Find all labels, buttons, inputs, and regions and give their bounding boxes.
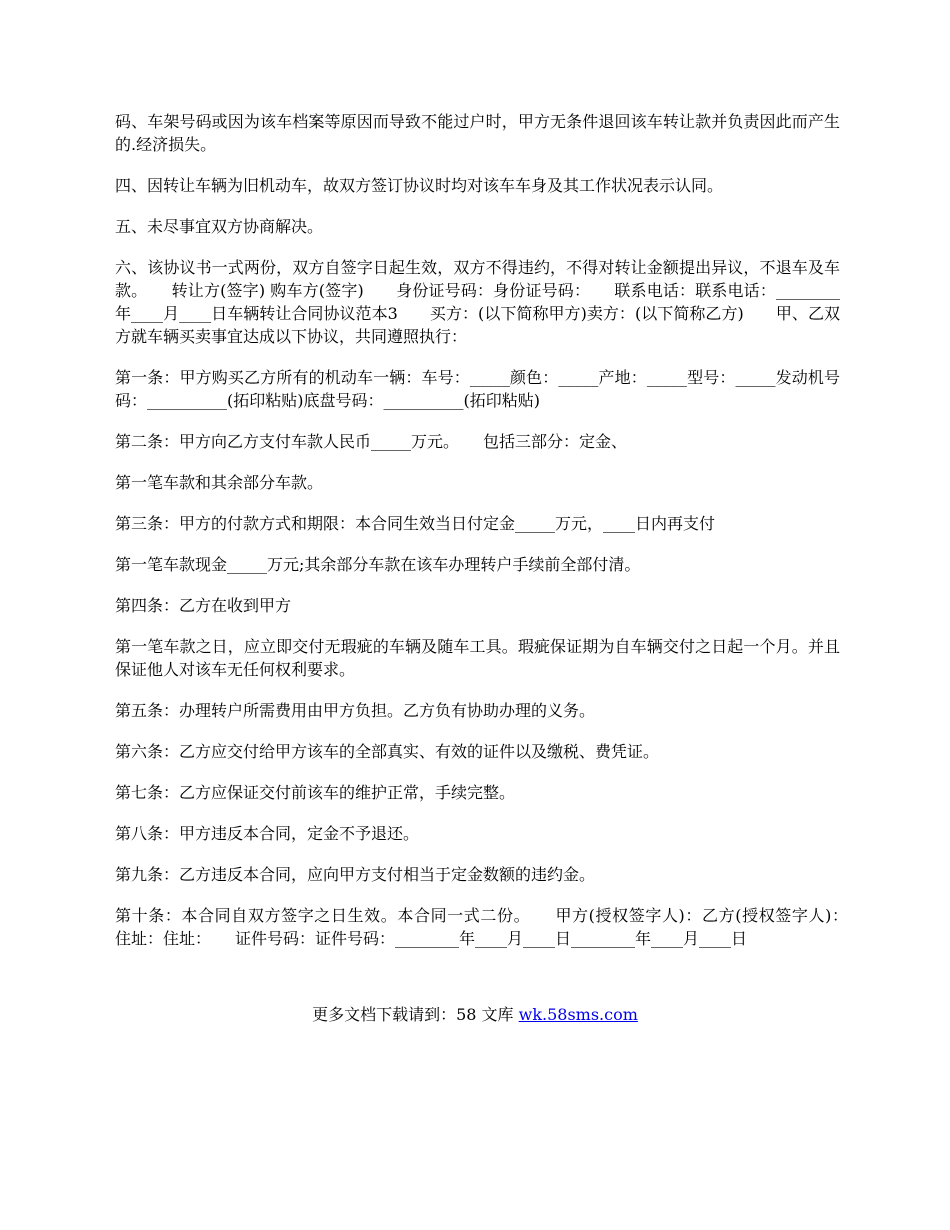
- paragraph-first-payment: 第一笔车款和其余部分车款。: [115, 473, 324, 492]
- article-5: 第五条：办理转户所需费用由甲方负担。乙方负有协助办理的义务。: [115, 701, 596, 720]
- article-9: 第九条：乙方违反本合同，应向甲方支付相当于定金数额的违约金。: [115, 865, 596, 884]
- paragraph-4: 六、该协议书一式两份，双方自签字日起生效，双方不得违约，不得对转让金额提出异议，不退车及车款。 转让方(签字) 购车方(签字) 身份证号码：身份证号码： 联系电话：联系电话：________年____月____日车辆转让合同协议范本3 买方：(以下简称甲方)卖方：(以下简称乙方) 甲、乙双方就车辆买卖事宜达成以下协议，共同遵照执行：: [115, 258, 840, 346]
- article-3: 第三条：甲方的付款方式和期限：本合同生效当日付定金_____万元，____日内再支付: [115, 514, 716, 533]
- article-8: 第八条：甲方违反本合同，定金不予退还。: [115, 824, 420, 843]
- document-body: [115, 110, 873, 968]
- article-1: 第一条：甲方购买乙方所有的机动车一辆：车号：_____颜色：_____产地：_____型号：_____发动机号码：__________(拓印粘贴)底盘号码：__________(拓印粘贴): [115, 368, 840, 410]
- footer-link[interactable]: wk.58sms.com: [518, 1005, 638, 1024]
- article-7: 第七条：乙方应保证交付前该车的维护正常，手续完整。: [115, 783, 516, 802]
- paragraph-1: 码、车架号码或因为该车档案等原因而导致不能过户时，甲方无条件退回该车转让款并负责因此而产生的.经济损失。: [115, 112, 840, 154]
- article-10: 第十条：本合同自双方签字之日生效。本合同一式二份。 甲方(授权签字人)：乙方(授权签字人)： 住址：住址： 证件号码：证件号码：________年____月____日________年____月____日: [115, 906, 873, 948]
- paragraph-3: 五、未尽事宜双方协商解决。: [115, 217, 324, 236]
- footer: [0, 1003, 950, 1026]
- paragraph-delivery: 第一笔车款之日，应立即交付无瑕疵的车辆及随车工具。瑕疵保证期为自车辆交付之日起一个月。并且保证他人对该车无任何权利要求。: [115, 637, 840, 679]
- paragraph-2: 四、因转让车辆为旧机动车，故双方签订协议时均对该车车身及其工作状况表示认同。: [115, 176, 724, 195]
- footer-text: 更多文档下载请到：58 文库: [312, 1005, 519, 1024]
- article-4: 第四条：乙方在收到甲方: [115, 596, 292, 615]
- article-2: 第二条：甲方向乙方支付车款人民币_____万元。 包括三部分：定金、: [115, 432, 628, 451]
- paragraph-first-payment-cash: 第一笔车款现金_____万元;其余部分车款在该车办理转户手续前全部付清。: [115, 555, 641, 574]
- article-6: 第六条：乙方应交付给甲方该车的全部真实、有效的证件以及缴税、费凭证。: [115, 742, 660, 761]
